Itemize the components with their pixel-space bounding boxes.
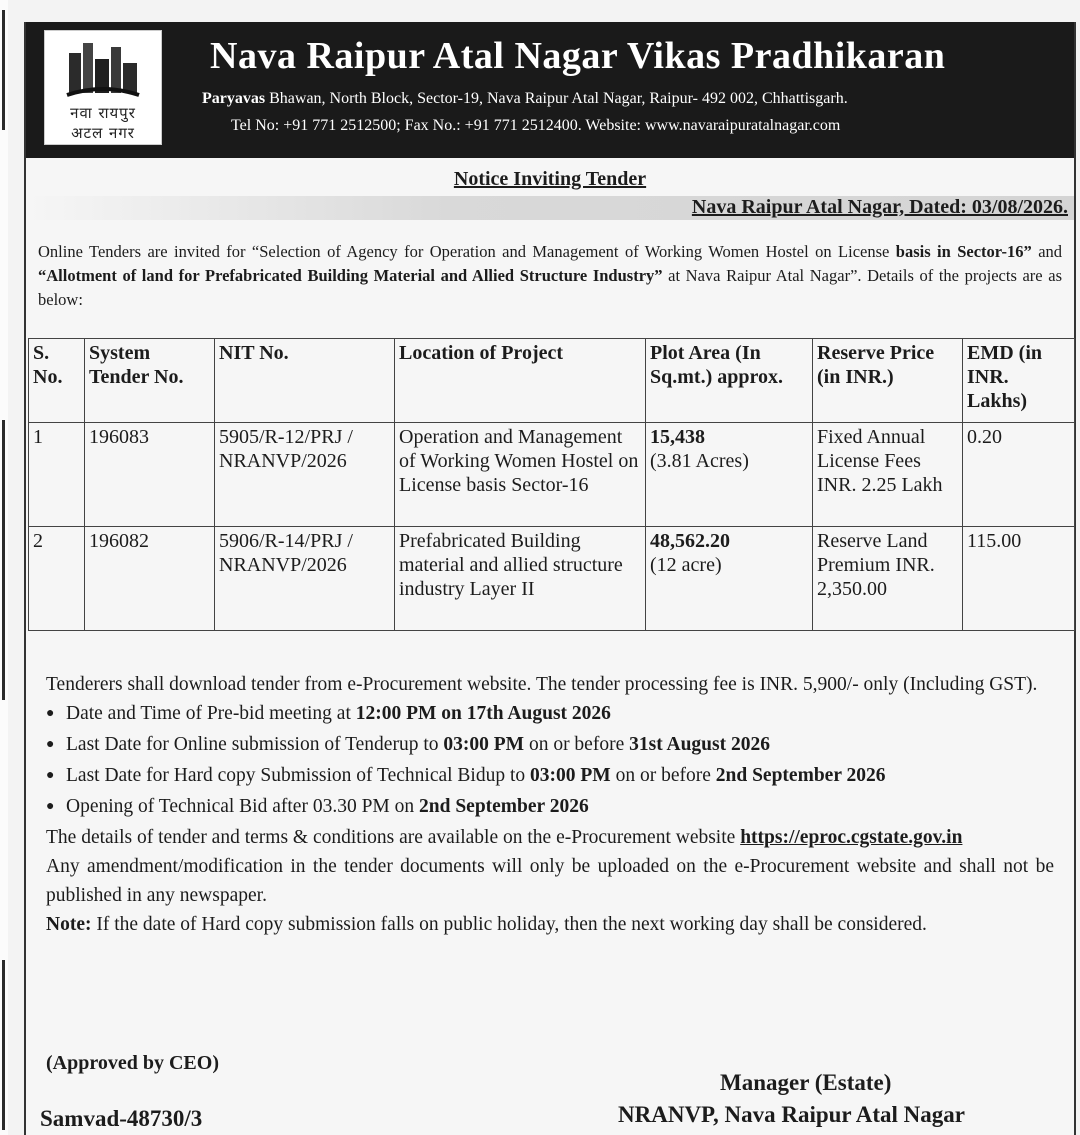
cell-reserve-price: Reserve Land Premium INR. 2,350.00 bbox=[813, 527, 963, 631]
table-header-row bbox=[29, 339, 1075, 423]
samvad-number: Samvad-48730/3 bbox=[40, 1106, 203, 1131]
table-row bbox=[29, 423, 1075, 527]
plot-area-note: (3.81 Acres) bbox=[650, 450, 749, 472]
cell-location: Operation and Management of Working Women Hostel on License basis Sector-16 bbox=[395, 423, 646, 527]
bullet-bold: 12:00 PM on 17th August 2026 bbox=[355, 703, 611, 724]
cell-nit: 5906/R-14/PRJ / NRANVP/2026 bbox=[215, 527, 395, 631]
amendment-paragraph: Any amendment/modification in the tender documents will only be uploaded on the e-Procurement website and shall not be published in any newspaper. bbox=[46, 856, 1054, 906]
column-header-nit: NIT No. bbox=[215, 339, 395, 423]
signatory-title: Manager (Estate) bbox=[720, 1070, 892, 1095]
plot-area-value: 48,562.20 bbox=[650, 530, 730, 552]
intro-bold: basis in Sector-16” bbox=[895, 242, 1032, 261]
address-bold: Paryavas bbox=[202, 90, 266, 107]
note-paragraph bbox=[46, 910, 1054, 939]
edge-mark bbox=[2, 420, 5, 700]
cell-emd: 0.20 bbox=[963, 423, 1075, 527]
list-item bbox=[46, 792, 1054, 823]
cell-system-tender: 196082 bbox=[85, 527, 215, 631]
cell-system-tender: 196083 bbox=[85, 423, 215, 527]
column-header-plot-area: Plot Area (In Sq.mt.) approx. bbox=[646, 339, 813, 423]
edge-mark bbox=[2, 10, 5, 130]
bullet-bold: 03:00 PM bbox=[530, 765, 611, 786]
cell-sno: 1 bbox=[29, 423, 85, 527]
fee-paragraph: Tenderers shall download tender from e-Procurement website. The tender processing fee is INR. 5,900/- only (Including GST). bbox=[46, 674, 1038, 695]
bullet-text: Date and Time of Pre-bid meeting at bbox=[66, 703, 356, 724]
column-header-location: Location of Project bbox=[395, 339, 646, 423]
list-item bbox=[46, 699, 1054, 730]
list-item bbox=[46, 761, 1054, 792]
column-header-reserve-price: Reserve Price (in INR.) bbox=[813, 339, 963, 423]
bullet-bold: 2nd September 2026 bbox=[715, 765, 886, 786]
list-item bbox=[46, 730, 1054, 761]
notice-title: Notice Inviting Tender bbox=[453, 168, 647, 190]
eproc-link[interactable]: https://eproc.cgstate.gov.in bbox=[740, 827, 963, 848]
cell-nit: 5905/R-12/PRJ / NRANVP/2026 bbox=[215, 423, 395, 527]
plot-area-value: 15,438 bbox=[650, 426, 705, 448]
address-line bbox=[202, 90, 848, 108]
details-paragraph bbox=[46, 823, 1054, 852]
cell-emd: 115.00 bbox=[963, 527, 1075, 631]
intro-text: and bbox=[1031, 242, 1063, 261]
bullet-text: on or before bbox=[610, 765, 716, 786]
bullet-bold: 03:00 PM bbox=[443, 734, 525, 755]
bullet-bold: 2nd September 2026 bbox=[419, 796, 589, 817]
logo-text-line1: नवा रायपुर bbox=[70, 104, 136, 122]
approved-by: (Approved by CEO) bbox=[46, 1052, 219, 1074]
intro-bold: “Allotment of land for Prefabricated Building Material and Allied Structure Industry” bbox=[38, 266, 663, 285]
details-text: The details of tender and terms & conditions are available on the e-Procurement website bbox=[46, 827, 741, 848]
address-rest: Bhawan, North Block, Sector-19, Nava Raipur Atal Nagar, Raipur- 492 002, Chhattisgarh. bbox=[265, 90, 848, 107]
intro-paragraph bbox=[38, 240, 1062, 312]
bullet-text: Last Date for Hard copy Submission of Technical Bidup to bbox=[66, 765, 531, 786]
logo-text-line2: अटल नगर bbox=[71, 124, 135, 142]
table-row bbox=[29, 527, 1075, 631]
note-label: Note: bbox=[46, 914, 92, 935]
cell-location: Prefabricated Building material and allied structure industry Layer II bbox=[395, 527, 646, 631]
tender-notice bbox=[24, 22, 1076, 1135]
contact-line: Tel No: +91 771 2512500; Fax No.: +91 771 2512400. Website: www.navaraipuratalnagar.com bbox=[231, 117, 841, 134]
intro-text: Online Tenders are invited for “Selection of Agency for Operation and Management of Working Women Hostel on License bbox=[38, 242, 896, 261]
intro-text: at Nava Raipur Atal Nagar”. Details of the projects are as below: bbox=[38, 266, 1062, 309]
header-banner bbox=[26, 22, 1074, 158]
bullet-text: Opening of Technical Bid after 03.30 PM on bbox=[66, 796, 419, 817]
column-header-emd: EMD (in INR. Lakhs) bbox=[963, 339, 1075, 423]
notice-body bbox=[46, 670, 1054, 939]
tender-table bbox=[28, 338, 1075, 631]
cell-plot-area bbox=[646, 527, 813, 631]
column-header-sno: S. No. bbox=[29, 339, 85, 423]
city-skyline-icon bbox=[63, 39, 143, 101]
cell-plot-area bbox=[646, 423, 813, 527]
bullet-text: Last Date for Online submission of Tenderup to bbox=[66, 734, 444, 755]
plot-area-note: (12 acre) bbox=[650, 554, 722, 576]
cell-reserve-price: Fixed Annual License Fees INR. 2.25 Lakh bbox=[813, 423, 963, 527]
organization-logo bbox=[44, 30, 162, 145]
signatory-org: NRANVP, Nava Raipur Atal Nagar bbox=[618, 1102, 965, 1127]
notice-date: Nava Raipur Atal Nagar, Dated: 03/08/2026. bbox=[691, 196, 1068, 218]
organization-name: Nava Raipur Atal Nagar Vikas Pradhikaran bbox=[210, 35, 946, 77]
bullet-bold: 31st August 2026 bbox=[629, 734, 770, 755]
bullet-text: on or before bbox=[524, 734, 630, 755]
page-edge bbox=[0, 0, 8, 1135]
note-text: If the date of Hard copy submission falls on public holiday, then the next working day shall be considered. bbox=[91, 914, 927, 935]
column-header-system-tender: System Tender No. bbox=[85, 339, 215, 423]
edge-mark bbox=[2, 960, 5, 1130]
cell-sno: 2 bbox=[29, 527, 85, 631]
